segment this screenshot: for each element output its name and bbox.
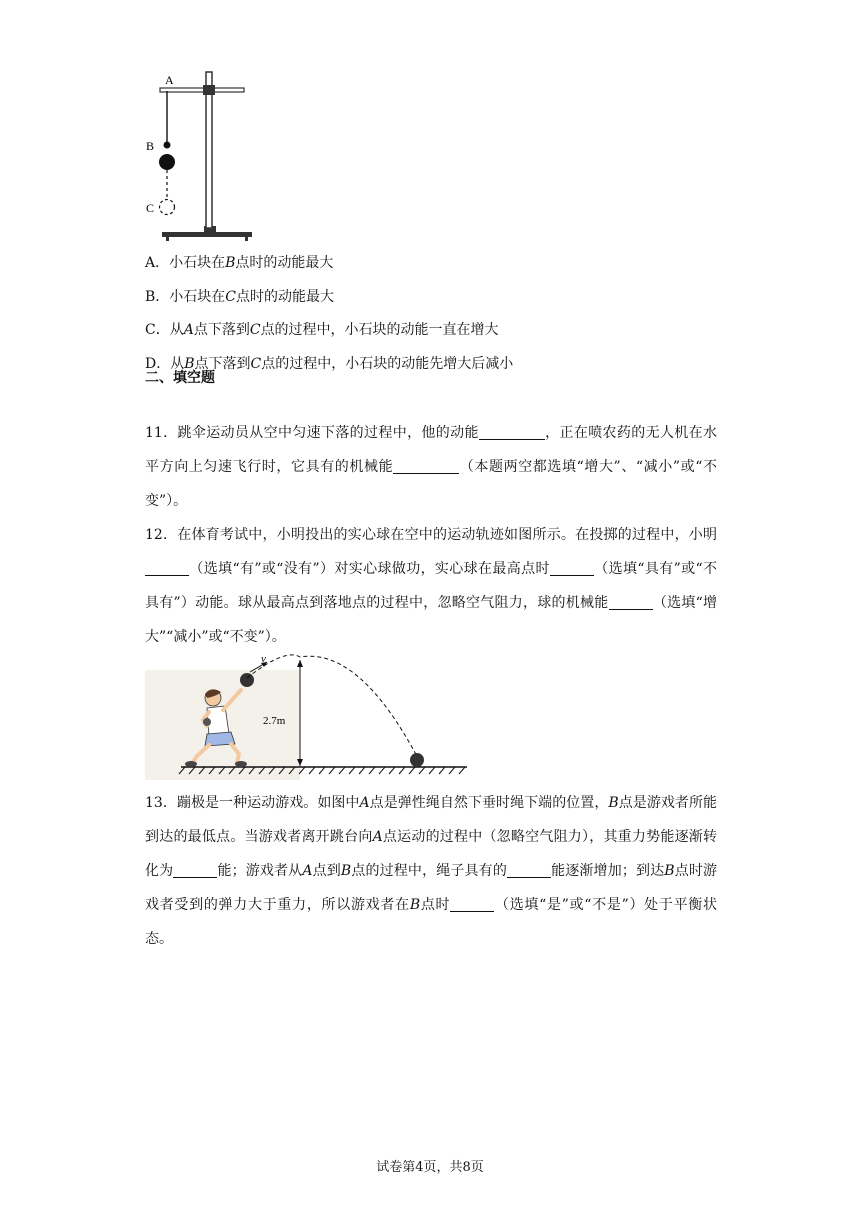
stand-pole — [206, 72, 212, 228]
question-12: 12．在体育考试中，小明投出的实心球在空中的运动轨迹如图所示。在投掷的过程中，小明（选填“有”或“没有”）对实心球做功，实心球在最高点时 （选填“具有”或“不具有”）动能。球从最高点到落地点的过程中，忽略空气阻力，球的机械能 （选填“增大”“减小”或“不变”）。 — [145, 527, 717, 645]
answer-blank[interactable] — [145, 559, 189, 576]
answer-blank[interactable] — [550, 559, 594, 576]
velocity-label: v — [261, 653, 266, 665]
stand-base — [162, 232, 252, 237]
answer-blank[interactable] — [479, 423, 545, 440]
stone-ghost — [160, 200, 175, 215]
answer-blank[interactable] — [609, 593, 653, 610]
option-d: D．从B点下落到C点的过程中，小石块的动能先增大后减小 — [145, 356, 514, 372]
label-b: B — [146, 139, 155, 153]
answer-blank[interactable] — [393, 457, 459, 474]
ball-landing — [410, 753, 424, 767]
stone-ball — [159, 154, 175, 170]
option-a: A．小石块在B点时的动能最大 — [145, 255, 334, 271]
answer-blank[interactable] — [173, 861, 217, 878]
question-13: 13．蹦极是一种运动游戏。如图中A点是弹性绳自然下垂时绳下端的位置，B点是游戏者所能到达的最低点。当游戏者离开跳台向A点运动的过程中（忽略空气阻力），其重力势能逐渐转化为 能；游戏者从A点到B点的过程中，绳子具有的 能逐渐增加；到达B点时游戏者受到的弹力大于重力，所以游戏者在B点时 （选填“是”或“不是”）处于平衡状态。 — [145, 795, 718, 947]
label-c: C — [146, 201, 155, 215]
height-label: 2.7m — [263, 715, 286, 727]
option-b: B．小石块在C点时的动能最大 — [145, 289, 335, 305]
page-footer: 试卷第4页，共8页 — [376, 1160, 484, 1175]
option-c: C．从A点下落到C点的过程中，小石块的动能一直在增大 — [145, 322, 499, 338]
label-a: A — [165, 73, 174, 87]
clamp — [203, 85, 215, 95]
stand-arm — [160, 88, 244, 92]
shot-put-figure — [145, 652, 470, 782]
pendulum-stand-figure — [140, 66, 260, 242]
question-11: 11．跳伞运动员从空中匀速下落的过程中，他的动能 ，正在喷农药的无人机在水平方向上匀速飞行时，它具有的机械能 （本题两空都选填“增大”、“减小”或“不变”）。 — [145, 425, 717, 509]
section-title: 二、填空题 — [145, 370, 215, 386]
point-b-dot — [164, 142, 171, 149]
answer-blank[interactable] — [450, 895, 494, 912]
ball-launch — [240, 673, 254, 687]
answer-blank[interactable] — [507, 861, 551, 878]
